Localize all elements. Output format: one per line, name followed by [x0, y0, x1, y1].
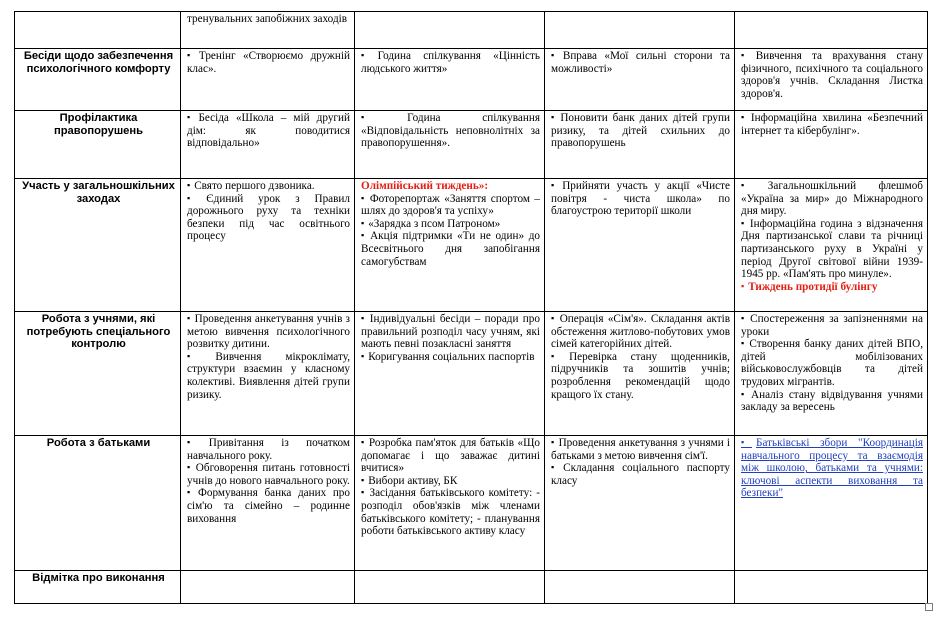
anti-bullying-week: ▪ Тиждень протидії булінгу — [741, 281, 923, 294]
parent-meeting-link[interactable]: ▪ Батьківські збори "Координація навчального процесу та взаємодія між школою, батьками та учнями: ключові аспекти виховання та безпеки" — [741, 437, 923, 500]
list-item: ▪ Тренінг «Створюємо дружній клас». — [187, 50, 350, 75]
table-cell — [355, 12, 545, 49]
list-item: ▪ Інформаційна хвилина «Безпечний інтернет та кібербулінг». — [741, 112, 923, 137]
table-cell — [545, 49, 735, 111]
list-item: ▪ Вправа «Мої сильні сторони та можливості» — [551, 50, 730, 75]
list-item: ▪ Проведення анкетування з учнями і батьками з метою вивчення сім'ї. — [551, 437, 730, 462]
table-row — [15, 571, 928, 604]
list-item: ▪ Бесіда «Школа – мій другий дім: як поводитися відповідально» — [187, 112, 350, 150]
list-item: ▪ Година спілкування «Відповідальність неповнолітніх за правопорушення». — [361, 112, 540, 150]
list-item: ▪ Обговорення питань готовності учнів до нового навчального року. — [187, 462, 350, 487]
list-item: ▪ Спостереження за запізненнями на уроки — [741, 313, 923, 338]
list-item: ▪ «Зарядка з псом Патроном» — [361, 218, 540, 231]
table-row — [15, 436, 928, 571]
table-cell — [181, 571, 355, 604]
row-header-special-control: Робота з учнями, які потребують спеціального контролю — [15, 312, 181, 436]
list-item: ▪ Коригування соціальних паспортів — [361, 351, 540, 364]
list-item: ▪ Розробка пам'яток для батьків «Що допомагає і що заважає дитині вчитися» — [361, 437, 540, 475]
table-resize-handle[interactable] — [925, 603, 933, 611]
table-cell — [735, 49, 928, 111]
table-cell — [355, 436, 545, 571]
table-cell — [355, 312, 545, 436]
table-cell — [355, 571, 545, 604]
row-header-offense-prevention: Профілактика правопорушень — [15, 111, 181, 179]
table-cell — [735, 179, 928, 312]
table-cell — [735, 436, 928, 571]
table-row — [15, 12, 928, 49]
table-row — [15, 111, 928, 179]
table-cell — [355, 179, 545, 312]
list-item: ▪ Створення банку даних дітей ВПО, дітей мобілізованих військовослужбовців та дітей трудових мігрантів. — [741, 338, 923, 388]
list-item: ▪ Формування банка даних про сім'ю та сімейно – родинне виховання — [187, 487, 350, 525]
list-item: ▪ Проведення анкетування учнів з метою вивчення психологічного розвитку дитини. — [187, 313, 350, 351]
table-cell: тренувальних запобіжних заходів — [181, 12, 355, 49]
table-cell — [181, 436, 355, 571]
list-item: ▪ Єдиний урок з Правил дорожнього руху та техніки безпеки під час освітнього процесу — [187, 193, 350, 243]
table-cell — [545, 312, 735, 436]
list-item: ▪ Складання соціального паспорту класу — [551, 462, 730, 487]
row-header-cell — [15, 12, 181, 49]
list-item: ▪ Аналіз стану відвідування учнями закладу за вересень — [741, 389, 923, 414]
list-item: ▪ Свято першого дзвоника. — [187, 180, 350, 193]
table-cell — [355, 49, 545, 111]
list-item: ▪ Поновити банк даних дітей групи ризику, та дітей схильних до правопорушень — [551, 112, 730, 150]
list-item: ▪ Засідання батьківського комітету: - розподіл обов'язків між членами батьківського комітету; - планування роботи батьківського активу класу — [361, 487, 540, 537]
activity-plan-table — [14, 11, 928, 604]
table-cell — [545, 436, 735, 571]
list-item: ▪ Індивідуальні бесіди – поради про правильний розподіл часу учням, які мають певні позакласні заняття — [361, 313, 540, 351]
list-item: ▪ Загальношкільний флешмоб «Україна за мир» до Міжнародного дня миру. — [741, 180, 923, 218]
table-cell — [545, 111, 735, 179]
table-row — [15, 179, 928, 312]
list-item: ▪ Вивчення мікроклімату, структури взаємин у класному колективі. Виявлення дітей групи ризику. — [187, 351, 350, 401]
table-cell — [181, 179, 355, 312]
list-item: ▪ Вивчення та врахування стану фізичного, психічного та соціального здоров'я учнів. Складання Листка здоров'я. — [741, 50, 923, 100]
table-cell — [735, 111, 928, 179]
table-row — [15, 49, 928, 111]
list-item: ▪ Операція «Сім'я». Складання актів обстеження житлово-побутових умов сімей категорійних дітей. — [551, 313, 730, 351]
table-cell — [735, 312, 928, 436]
list-item: ▪ Привітання із початком навчального року. — [187, 437, 350, 462]
table-row — [15, 312, 928, 436]
table-cell — [735, 12, 928, 49]
list-item: ▪ Прийняти участь у акції «Чисте повітря - чиста школа» по благоустрою території школи — [551, 180, 730, 218]
table-cell — [735, 571, 928, 604]
list-item: ▪ Інформаційна година з відзначення Дня партизанської слави та річниці партизанського руху в Україні у період Другої світової війни 1939-1945 рр. «Пам'ять про минуле». — [741, 218, 923, 281]
row-header-parents: Робота з батьками — [15, 436, 181, 571]
list-item: ▪ Акція підтримки «Ти не один» до Всесвітнього дня запобігання самогубствам — [361, 230, 540, 268]
row-header-school-events: Участь у загальношкільних заходах — [15, 179, 181, 312]
table-cell — [545, 12, 735, 49]
list-item: ▪ Година спілкування «Цінність людського життя» — [361, 50, 540, 75]
row-header-psychological-comfort: Бесіди щодо забезпечення психологічного комфорту — [15, 49, 181, 111]
list-item: ▪ Перевірка стану щоденників, підручників та зошитів учнів; розроблення рекомендацій щодо кращого їх стану. — [551, 351, 730, 401]
list-item: ▪ Фоторепортаж «Заняття спортом – шлях до здоров'я та успіху» — [361, 193, 540, 218]
row-header-completion-mark: Відмітка про виконання — [15, 571, 181, 604]
olympic-week-title: Олімпійський тиждень»: — [361, 180, 489, 192]
table-cell — [545, 179, 735, 312]
table-cell — [545, 571, 735, 604]
table-cell — [181, 49, 355, 111]
table-cell — [181, 111, 355, 179]
list-item: ▪ Вибори активу, БК — [361, 475, 540, 488]
table-cell — [181, 312, 355, 436]
table-cell — [355, 111, 545, 179]
